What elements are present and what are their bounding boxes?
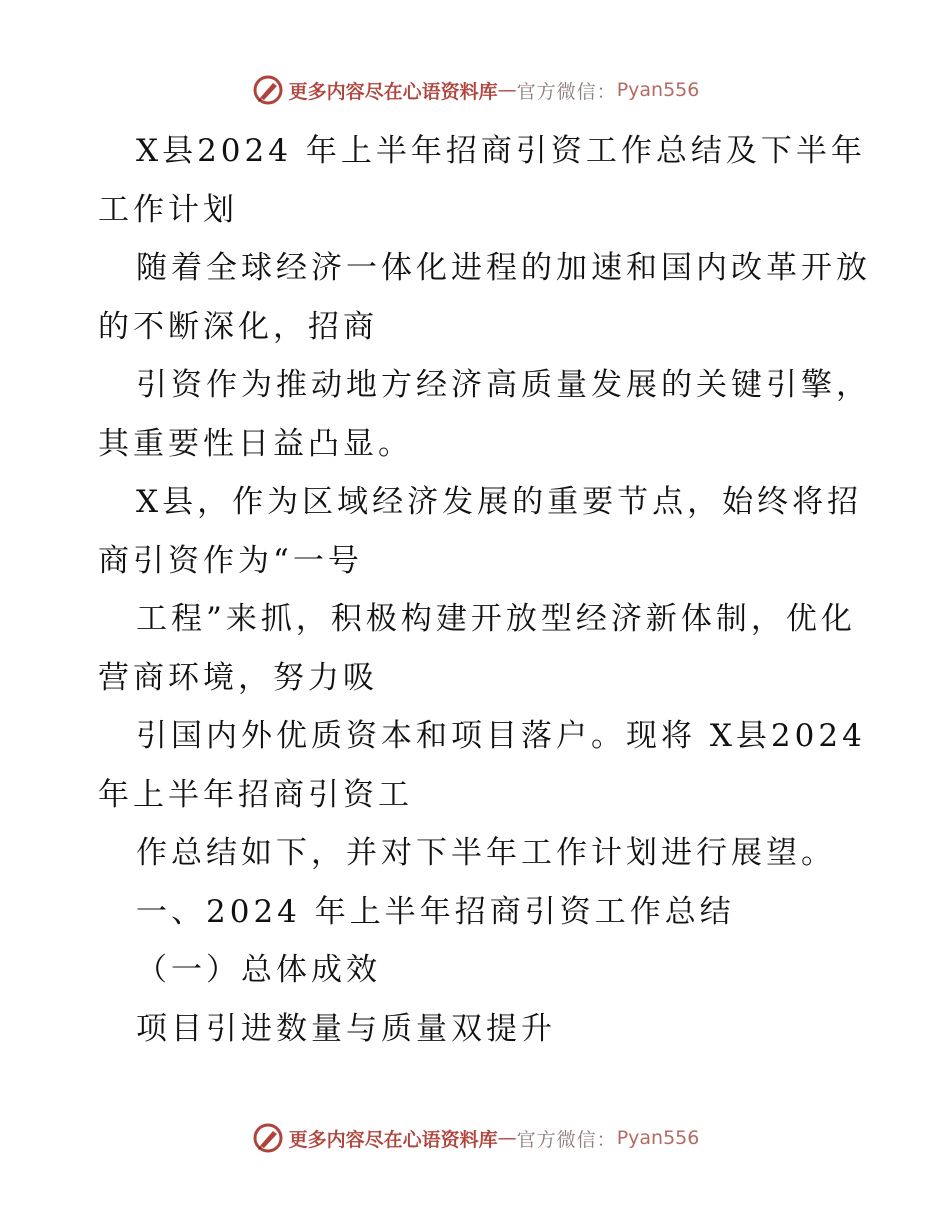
subsection-heading: （一）总体成效 [136,952,381,988]
paragraph-line: 引资作为推动地方经济高质量发展的关键引擎， [136,367,871,403]
pen-logo-icon [251,73,285,107]
paragraph-line: 作总结如下，并对下半年工作计划进行展望。 [136,835,836,871]
paragraph-line: 引国内外优质资本和项目落户。现将 X县2024 [136,718,866,754]
pen-logo-icon [251,1121,285,1155]
paragraph-line: 其重要性日益凸显。 [98,425,413,462]
paragraph-line: 年上半年招商引资工 [98,776,413,813]
paragraph-line: X县，作为区域经济发展的重要节点，始终将招 [136,484,863,520]
watermark-site-name: 更多内容尽在心语资料库 [288,1128,498,1151]
watermark-label: 官方微信： [516,80,617,103]
watermark-label: 官方微信： [516,1128,617,1151]
watermark-account: Pyan556 [616,79,700,101]
paragraph-line: 随着全球经济一体化进程的加速和国内改革开放 [136,250,871,286]
document-body [98,122,871,1058]
watermark-separator: — [497,79,517,101]
document-title-line-1: X县2024 年上半年招商引资工作总结及下半年 [136,133,866,169]
paragraph-line: 的不断深化，招商 [98,308,378,345]
watermark-account: Pyan556 [616,1127,700,1149]
watermark-site-name: 更多内容尽在心语资料库 [288,80,498,103]
item-heading: 项目引进数量与质量双提升 [136,1010,556,1047]
section-heading: 一、2024 年上半年招商引资工作总结 [136,893,735,930]
paragraph-line: 商引资作为“一号 [98,542,363,579]
footer-watermark [0,1120,950,1156]
paragraph-line: 工程”来抓，积极构建开放型经济新体制，优化 [136,601,856,637]
paragraph-line: 营商环境，努力吸 [98,659,378,696]
watermark-separator: — [497,1127,517,1149]
document-title-line-2: 工作计划 [98,191,238,228]
header-watermark [0,72,950,108]
